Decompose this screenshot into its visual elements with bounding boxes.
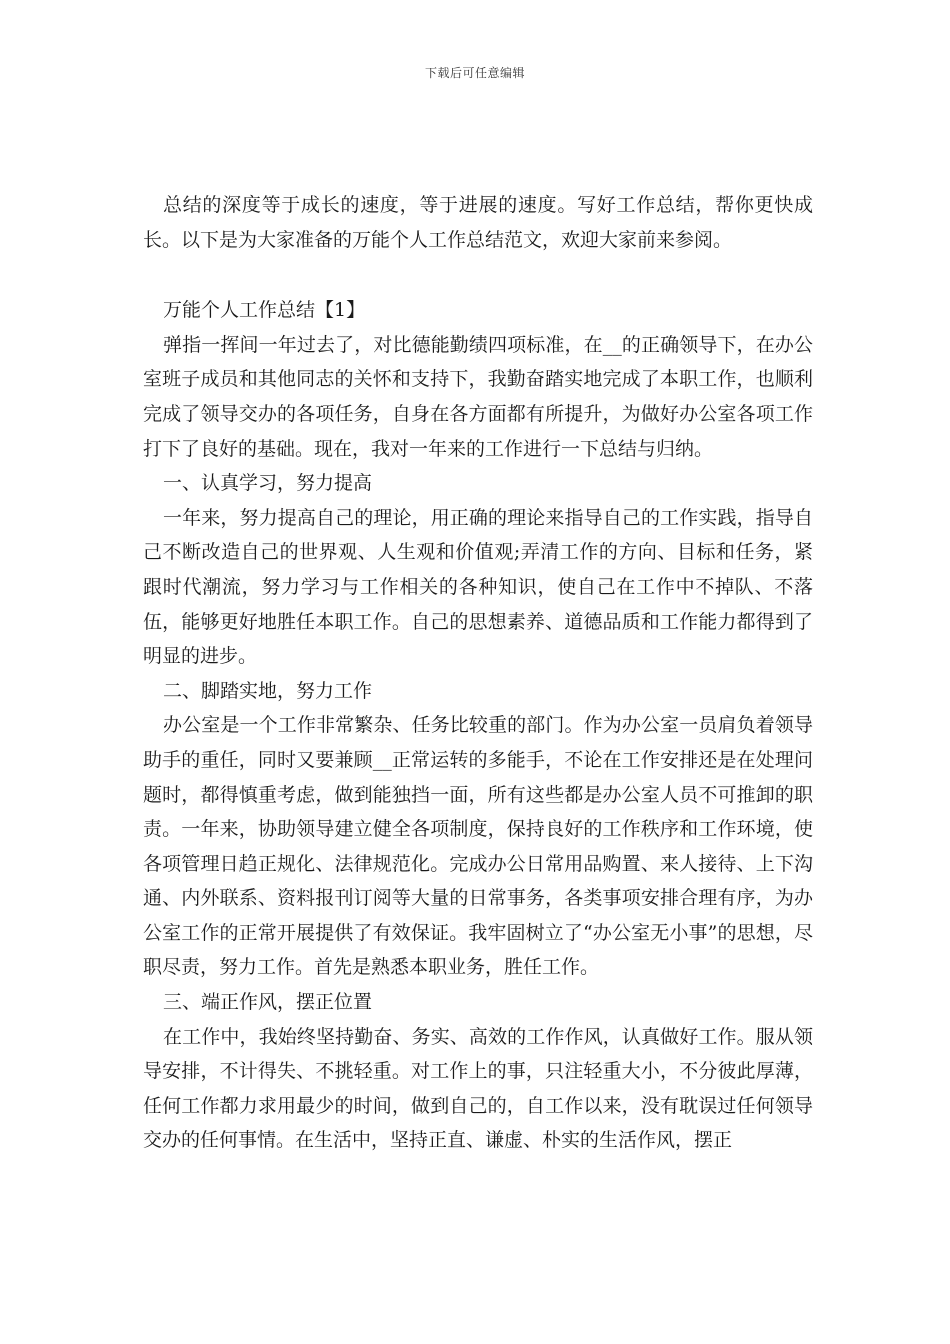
opening-paragraph: 弹指一挥间一年过去了，对比德能勤绩四项标准，在__的正确领导下，在办公室班子成员和其他同志的关怀和支持下，我勤奋踏实地完成了本职工作，也顺利完成了领导交办的各项任务，自身在各方面都有所提升，为做好办公室各项工作打下了良好的基础。现在，我对一年来的工作进行一下总结与归纳。 bbox=[143, 333, 813, 460]
section-heading-1: 一、认真学习，努力提高 bbox=[163, 472, 373, 495]
section-body-1: 一年来，努力提高自己的理论，用正确的理论来指导自己的工作实践，指导自己不断改造自己的世界观、人生观和价值观;弄清工作的方向、目标和任务，紧跟时代潮流，努力学习与工作相关的各种知识，使自己在工作中不掉队、不落伍，能够更好地胜任本职工作。自己的思想素养、道德品质和工作能力都得到了明显的进步。 bbox=[143, 506, 813, 668]
article-title: 万能个人工作总结【1】 bbox=[163, 299, 366, 322]
intro-paragraph: 总结的深度等于成长的速度，等于进展的速度。写好工作总结，帮你更快成长。以下是为大家准备的万能个人工作总结范文，欢迎大家前来参阅。 bbox=[143, 194, 813, 251]
section-body-2: 办公室是一个工作非常繁杂、任务比较重的部门。作为办公室一员肩负着领导助手的重任，同时又要兼顾__正常运转的多能手，不论在工作安排还是在处理问题时，都得慎重考虑，做到能独挡一面，所有这些都是办公室人员不可推卸的职责。一年来，协助领导建立健全各项制度，保持良好的工作秩序和工作环境，使各项管理日趋正规化、法律规范化。完成办公日常用品购置、来人接待、上下沟通、内外联系、资料报刊订阅等大量的日常事务，各类事项安排合理有序，为办公室工作的正常开展提供了有效保证。我牢固树立了“办公室无小事”的思想，尽职尽责，努力工作。首先是熟悉本职业务，胜任工作。 bbox=[143, 714, 813, 979]
section-body-3: 在工作中，我始终坚持勤奋、务实、高效的工作作风，认真做好工作。服从领导安排，不计得失、不挑轻重。对工作上的事，只注轻重大小，不分彼此厚薄，任何工作都力求用最少的时间，做到自己的，自工作以来，没有耽误过任何领导交办的任何事情。在生活中，坚持正直、谦虚、朴实的生活作风，摆正 bbox=[143, 1025, 813, 1152]
page-header-note: 下载后可任意编辑 bbox=[424, 66, 525, 80]
section-heading-3: 三、端正作风，摆正位置 bbox=[163, 991, 373, 1014]
document-body bbox=[143, 188, 813, 1158]
section-heading-2: 二、脚踏实地，努力工作 bbox=[163, 679, 373, 702]
